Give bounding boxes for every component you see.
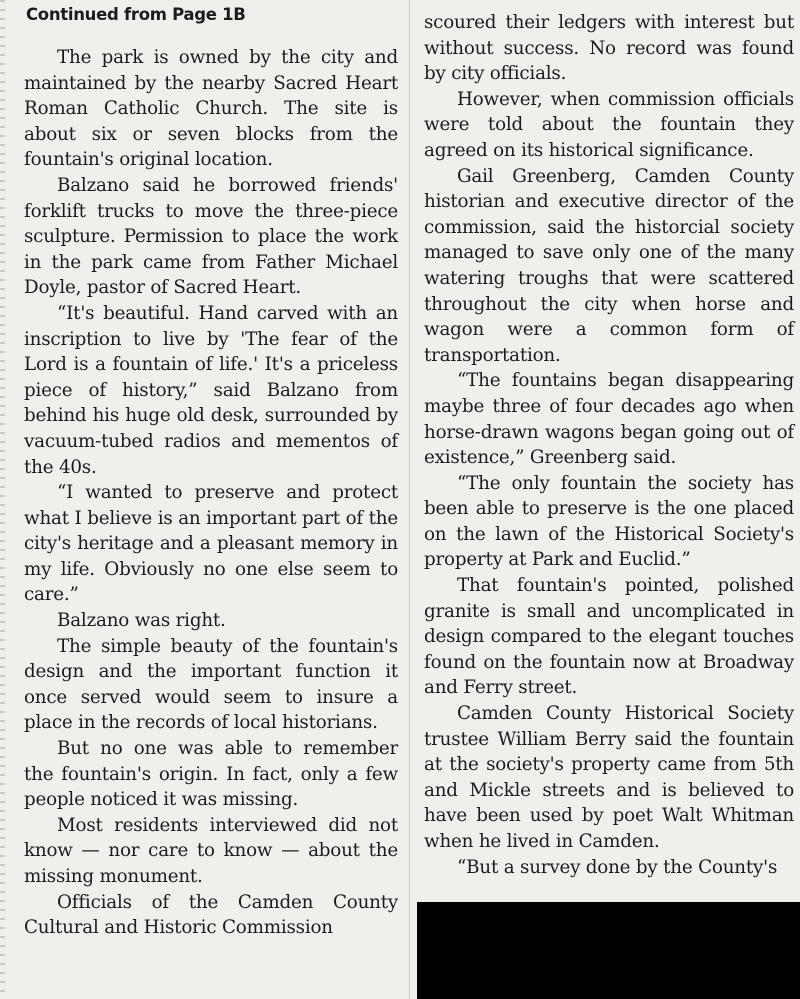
article-paragraph: Officials of the Camden County Cultural and Historic Commission <box>24 891 398 939</box>
redaction-block <box>417 902 800 999</box>
article-paragraph: That fountain's pointed, polished granite is small and uncomplicated in design compared to the elegant touches found on the fountain now at Broadway and Ferry street. <box>424 575 794 699</box>
article-paragraph: The park is owned by the city and maintained by the nearby Sacred Heart Roman Catholic Church. The site is about six or seven blocks from the fountain's original location. <box>24 47 398 171</box>
column-divider <box>409 0 410 999</box>
article-column-right <box>424 0 794 880</box>
article-paragraph: scoured their ledgers with interest but without success. No record was found by city officials. <box>424 12 794 85</box>
article-paragraph: But no one was able to remember the fountain's origin. In fact, only a few people noticed it was missing. <box>24 738 398 811</box>
article-paragraph: However, when commission officials were told about the fountain they agreed on its historical significance. <box>424 88 794 161</box>
article-paragraph: Gail Greenberg, Camden County historian and executive director of the commission, said the historcial society managed to save only one of the many watering troughs that were scattered throughout the city when horse and wagon were a common form of transportation. <box>424 165 794 366</box>
continued-from-label: Continued from Page 1B <box>26 5 246 24</box>
article-paragraph: “It's beautiful. Hand carved with an inscription to live by 'The fear of the Lord is a fountain of life.' It's a priceless piece of history,” said Balzano from behind his huge old desk, surrounded by vacuum-tubed radios and mementos of the 40s. <box>24 302 398 478</box>
article-paragraph: Camden County Historical Society trustee William Berry said the fountain at the society's property came from 5th and Mickle streets and is believed to have been used by poet Walt Whitman when he lived in Camden. <box>424 703 794 852</box>
article-paragraph: Most residents interviewed did not know — nor care to know — about the missing monument. <box>24 814 398 887</box>
article-paragraph: “The only fountain the society has been able to preserve is the one placed on the lawn of the Historical Society's property at Park and Euclid.” <box>424 472 794 571</box>
article-paragraph: “I wanted to preserve and protect what I believe is an important part of the city's heritage and a pleasant memory in my life. Obviously no one else seem to care.” <box>24 482 398 606</box>
article-column-left <box>24 0 398 941</box>
page-edge-marks <box>0 0 5 999</box>
article-paragraph: “But a survey done by the County's <box>457 856 778 878</box>
article-paragraph: The simple beauty of the fountain's design and the important function it once served would seem to insure a place in the records of local historians. <box>24 635 398 734</box>
article-paragraph: Balzano said he borrowed friends' forklift trucks to move the three-piece sculpture. Permission to place the work in the park came from Father Michael Doyle, pastor of Sacred Heart. <box>24 174 398 299</box>
article-paragraph: “The fountains began disappearing maybe three of four decades ago when horse-drawn wagons began going out of existence,” Greenberg said. <box>424 370 794 469</box>
article-paragraph: Balzano was right. <box>57 610 226 632</box>
